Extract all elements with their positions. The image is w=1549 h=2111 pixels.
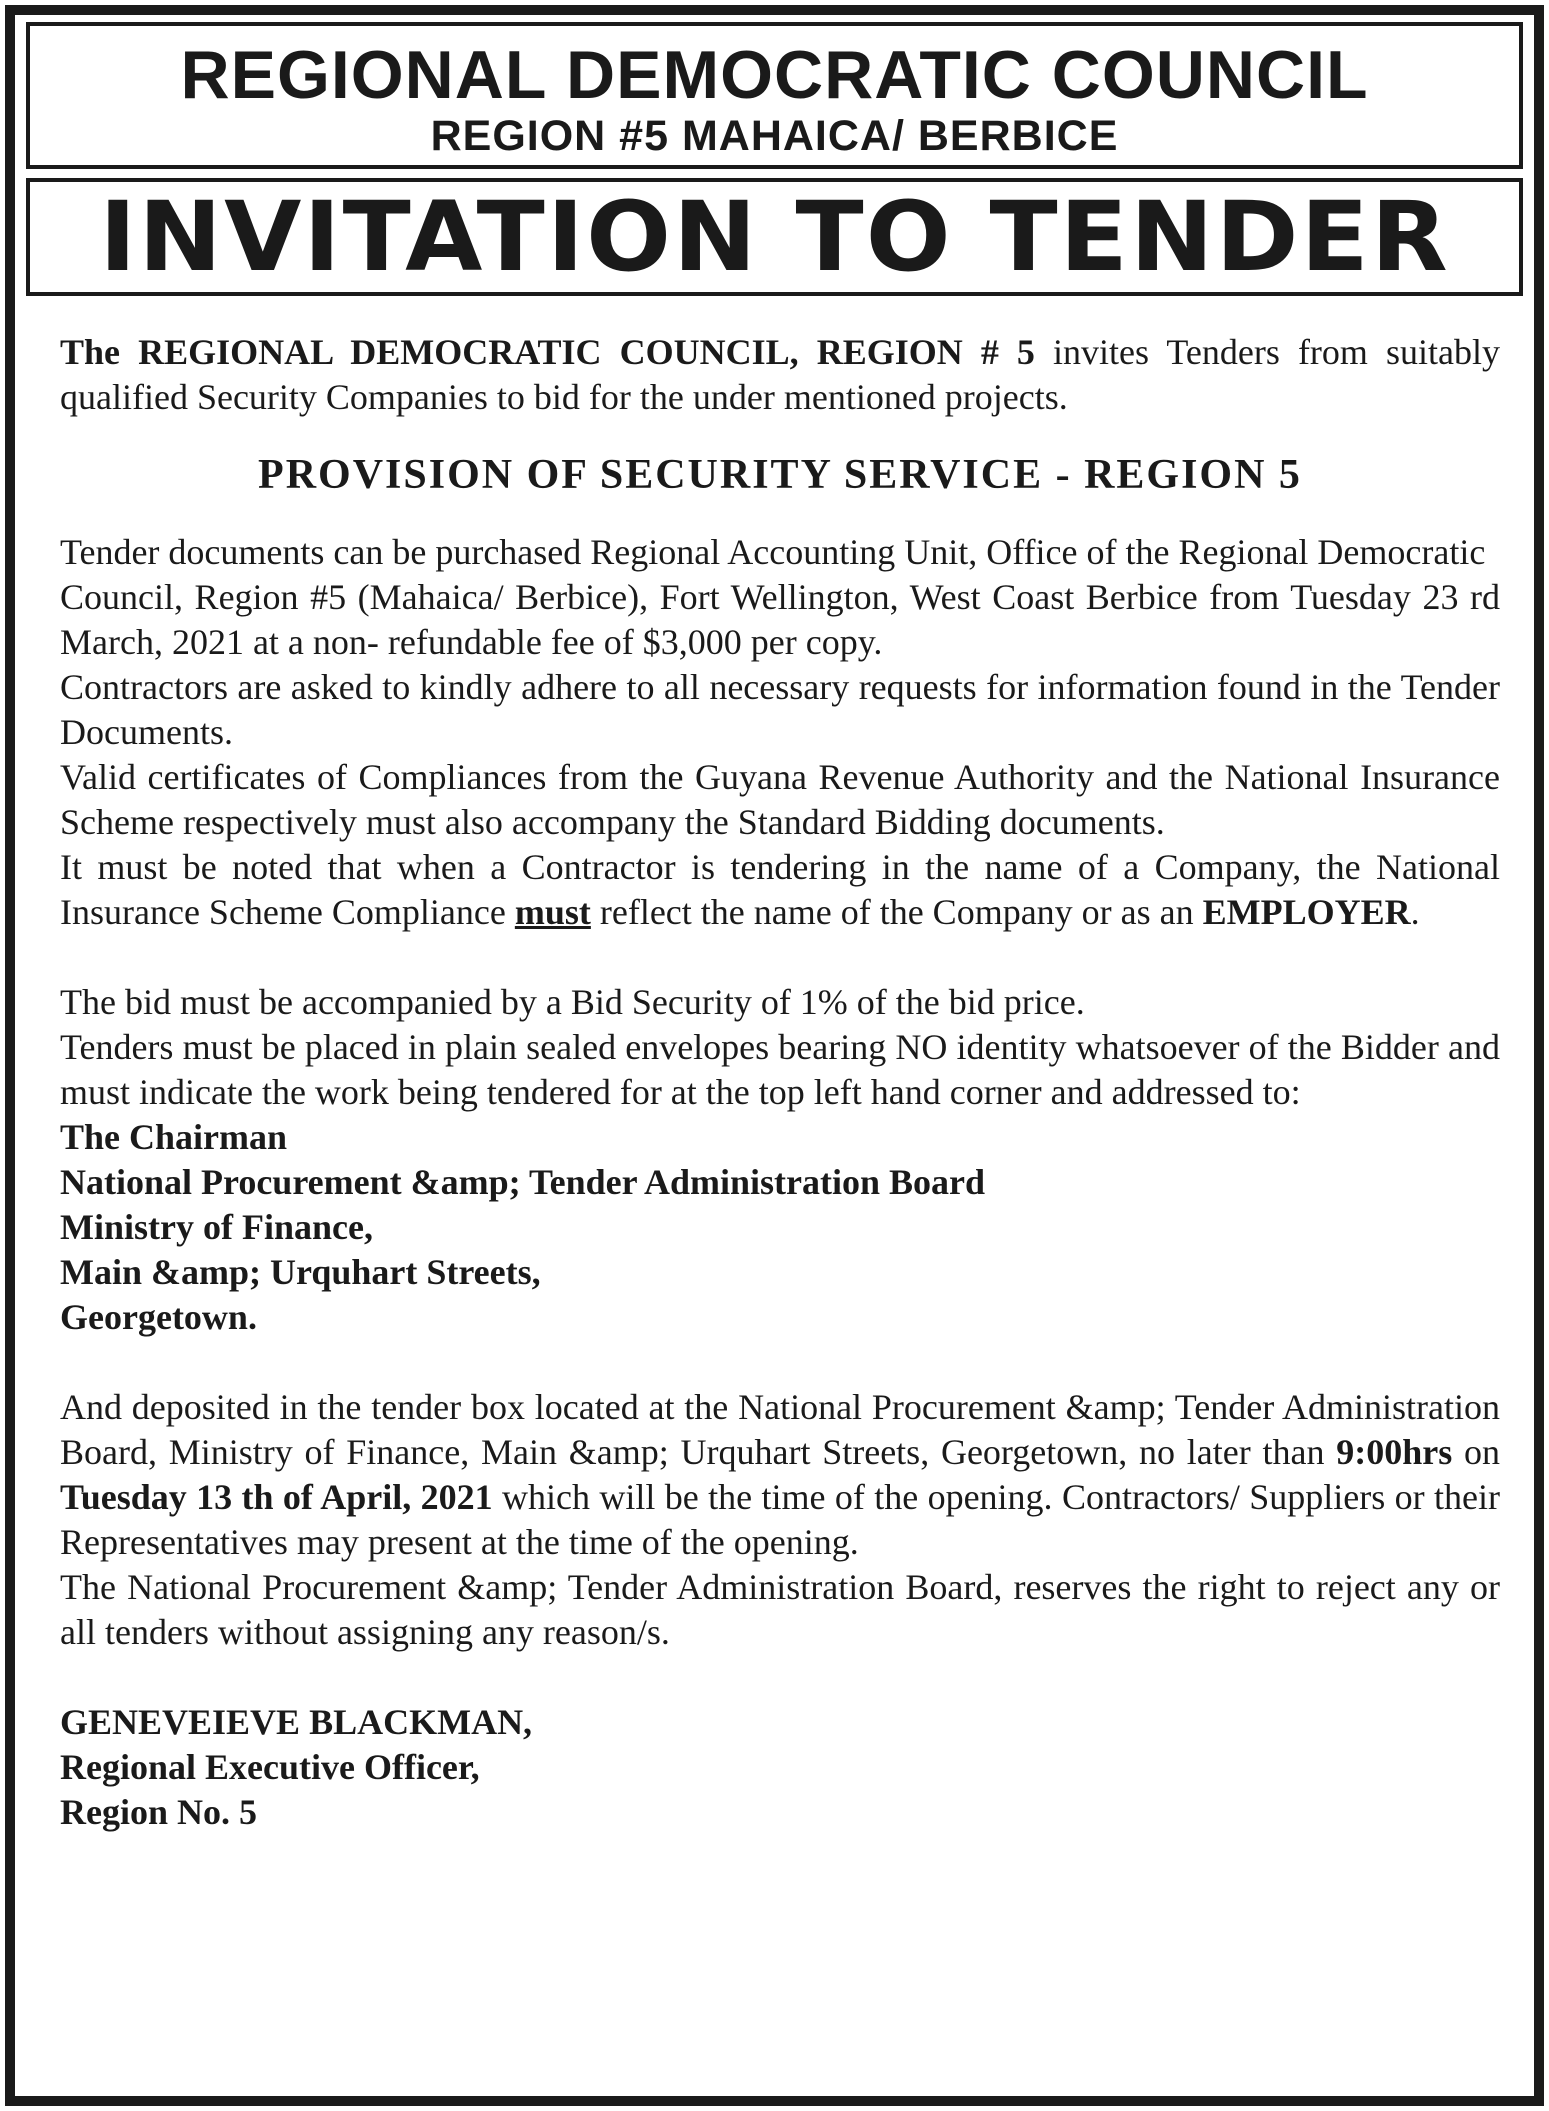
notice-title: INVITATION TO TENDER [99,181,1450,293]
rights-paragraph: The National Procurement &amp; Tender Administration Board, reserves the right to reject any or all tenders without assigning any reason/s. [60,1567,1500,1652]
header-box [26,22,1523,169]
signature-block [60,1700,1500,1835]
deadline-time: 9:00hrs [1336,1432,1453,1472]
signatory-title: Regional Executive Officer, [60,1747,480,1787]
purchase-paragraph-line2: Council, Region #5 (Mahaica/ Berbice), Fort Wellington, West Coast Berbice from Tuesday 23 rd March, 2021 at a non- refundable fee of $3,000 per copy. [60,577,1500,662]
project-heading: PROVISION OF SECURITY SERVICE - REGION 5 [258,452,1302,498]
spacer [60,1655,1500,1700]
deadline-date: Tuesday 13 th of April, 2021 [60,1477,493,1517]
envelope-paragraph: Tenders must be placed in plain sealed envelopes bearing NO identity whatsoever of the Bidder and must indicate the work being tendered for at the top left hand corner and addressed to: [60,1027,1500,1112]
employer-text-c: . [1410,892,1420,932]
notice-body [60,330,1500,1835]
address-line: Georgetown. [60,1297,257,1337]
employer-emphasis: EMPLOYER [1202,892,1411,932]
intro-bold: The REGIONAL DEMOCRATIC COUNCIL, REGION # 5 [60,332,1035,372]
deposit-text-c: which will be the time of the opening. Contractors/ Suppliers or their Representatives may present at the time of the opening. [60,1477,1500,1562]
employer-text-a: It must be noted that when a Contractor is tendering in the name of a Company, the National Insurance Scheme Compliance [60,847,1500,932]
deposit-text-a: And deposited in the tender box located at the National Procurement &amp; Tender Administration Board, Ministry of Finance, Main &amp; Urquhart Streets, Georgetown, no later than [60,1387,1500,1472]
signatory-region: Region No. 5 [60,1792,257,1832]
region-name: REGION #5 MAHAICA/ BERBICE [430,112,1119,160]
address-line: Ministry of Finance, [60,1207,373,1247]
employer-paragraph [60,845,1500,935]
bid-security-paragraph: The bid must be accompanied by a Bid Security of 1% of the bid price. [60,982,1085,1022]
address-line: The Chairman [60,1117,288,1157]
must-emphasis: must [514,892,591,932]
council-name: REGIONAL DEMOCRATIC COUNCIL [180,37,1369,113]
purchase-paragraph-line1: Tender documents can be purchased Regional Accounting Unit, Office of the Regional Democratic [60,532,1486,572]
adhere-paragraph: Contractors are asked to kindly adhere to all necessary requests for information found in the Tender Documents. [60,667,1500,752]
intro-text: invites Tenders from suitably qualified Security Companies to bid for the under mentioned projects. [60,332,1500,417]
employer-text-b: reflect the name of the Company or as an [590,892,1203,932]
intro-paragraph [60,330,1500,420]
address-line: National Procurement &amp; Tender Administration Board [60,1162,986,1202]
deposit-text-b: on [1452,1432,1500,1472]
compliance-paragraph: Valid certificates of Compliances from the Guyana Revenue Authority and the National Insurance Scheme respectively must also accompany the Standard Bidding documents. [60,757,1500,842]
deposit-paragraph [60,1385,1500,1565]
signatory-name: GENEVEIEVE BLACKMAN, [60,1702,533,1742]
address-block [60,1115,1500,1340]
title-box [26,178,1523,296]
spacer [60,1340,1500,1385]
spacer [60,935,1500,980]
address-line: Main &amp; Urquhart Streets, [60,1252,541,1292]
